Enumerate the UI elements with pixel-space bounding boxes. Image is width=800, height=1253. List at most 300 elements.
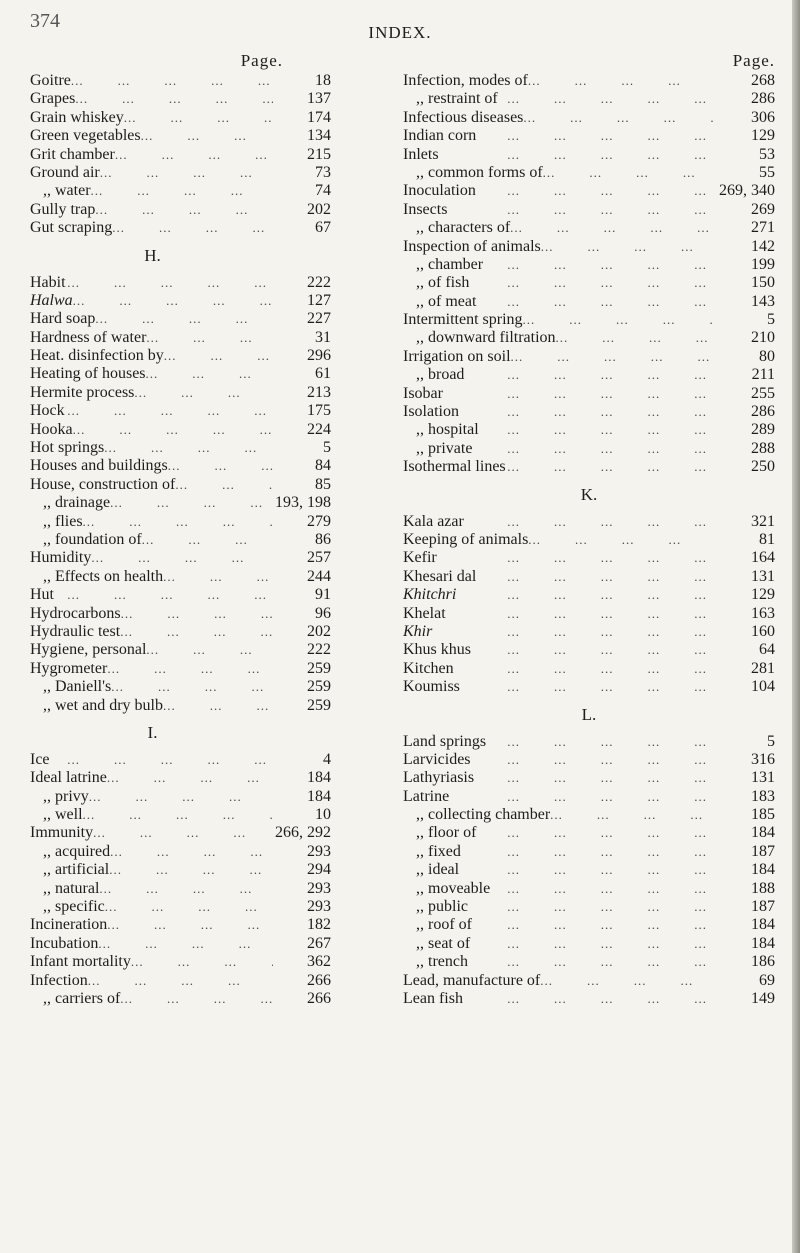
entry-page: 187 [751,842,775,860]
entry-page: 129 [751,127,775,145]
dot-leader [523,109,713,127]
index-entry [30,494,375,512]
index-entry [30,769,375,787]
entry-page: 104 [751,678,775,696]
entry-term: Insects [403,200,448,218]
entry-term: Kala azar [403,512,464,530]
dot-leader [115,146,273,164]
index-entry [30,310,375,328]
dot-leader [511,348,713,366]
dot-leader [528,531,713,549]
index-entry [30,146,375,164]
entry-page: 222 [307,641,331,659]
dot-leader [471,751,713,769]
index-entry [403,238,775,256]
index-entry [403,513,775,531]
entry-term: Hygiene, personal [30,641,147,659]
entry-page: 199 [751,255,775,273]
entry-page: 91 [315,586,331,604]
entry-term: Halwa [30,291,73,309]
index-entry [403,182,775,200]
entry-term: ,, acquired [43,842,111,860]
entry-term: ,, collecting chamber [416,806,551,824]
index-entry [403,935,775,953]
entry-page: 4 [323,750,331,768]
entry-page: 185 [751,806,775,824]
dot-leader [471,641,713,659]
entry-page: 5 [767,311,775,329]
dot-leader [463,990,713,1008]
index-entry [30,660,375,678]
dot-leader [89,788,273,806]
index-entry [403,164,775,182]
entry-term: Grapes [30,90,76,108]
dot-leader [107,769,273,787]
dot-leader [146,365,273,383]
index-entry [30,898,375,916]
index-entry [403,146,775,164]
dot-leader [83,806,273,824]
index-entry [30,531,375,549]
dot-leader [506,458,713,476]
dot-leader [54,586,273,604]
entry-term: Isobar [403,384,443,402]
entry-term: Khesari dal [403,567,477,585]
entry-term: Inspection of animals [403,237,541,255]
index-entry [30,72,375,90]
index-entry [403,861,775,879]
entry-term: ,, drainage [43,494,111,512]
entry-term: Infection [30,971,88,989]
index-entry [30,219,375,237]
entry-page: 259 [307,696,331,714]
dot-leader [73,421,273,439]
index-entry [403,751,775,769]
entry-term: Koumiss [403,678,460,696]
entry-page: 259 [307,659,331,677]
dot-leader [71,72,273,90]
index-entry [30,201,375,219]
index-entry [403,440,775,458]
dot-leader [163,697,273,715]
entry-page: 289 [751,421,775,439]
dot-leader [556,329,713,347]
index-entry [403,916,775,934]
entry-term: Latrine [403,787,450,805]
dot-leader [120,623,273,641]
index-entry [403,623,775,641]
entry-page: 266, 292 [275,824,331,842]
index-entry [403,898,775,916]
section-letter: L. [581,704,597,724]
entry-term: Inoculation [403,182,476,200]
entry-page: 53 [759,145,775,163]
entry-page: 184 [751,934,775,952]
page-number: 374 [30,10,60,32]
entry-page: 279 [307,512,331,530]
index-entry [30,292,375,310]
dot-leader [432,623,713,641]
entry-page: 69 [759,971,775,989]
dot-leader [454,660,713,678]
dot-leader [474,769,713,787]
index-entry [30,274,375,292]
index-entry [30,549,375,567]
entry-page: 269 [751,200,775,218]
entry-page: 210 [751,329,775,347]
dot-leader [91,182,273,200]
index-entry [30,329,375,347]
dot-leader [95,201,273,219]
index-entry [30,806,375,824]
dot-leader [460,678,713,696]
entry-term: ,, characters of [416,219,511,237]
entry-term: ,, restraint of [416,90,498,108]
dot-leader [100,164,273,182]
entry-page: 86 [315,530,331,548]
entry-term: Humidity [30,549,92,567]
dot-leader [66,274,273,292]
entry-page: 163 [751,604,775,622]
dot-leader [112,219,273,237]
page-edge [792,0,800,1253]
index-entry [403,990,775,1008]
entry-page: 84 [315,457,331,475]
entry-page: 67 [315,219,331,237]
entry-page: 294 [307,861,331,879]
entry-term: ,, hospital [416,421,479,439]
entry-page: 55 [759,163,775,181]
index-entry [403,568,775,586]
index-entries [30,72,375,1008]
entry-page: 211 [751,366,775,384]
entry-term: ,, of fish [416,274,470,292]
entry-term: ,, privy [43,787,89,805]
entry-page: 127 [307,291,331,309]
index-entries [403,72,775,1008]
index-entry [30,623,375,641]
entry-term: ,, Effects on health [43,567,164,585]
index-entry [30,402,375,420]
entry-term: Hot springs [30,439,105,457]
entry-term: Lean fish [403,989,463,1007]
index-entry [403,90,775,108]
entry-page: 164 [751,549,775,567]
entry-page: 222 [307,273,331,291]
entry-page: 271 [751,219,775,237]
dot-leader [124,109,273,127]
dot-leader [486,733,713,751]
index-entry [403,329,775,347]
dot-leader [73,292,273,310]
entry-page: 73 [315,163,331,181]
entry-term: ,, foundation of [43,530,142,548]
index-entry [403,843,775,861]
dot-leader [120,990,273,1008]
dot-leader [131,953,273,971]
entry-term: ,, wet and dry bulb [43,696,163,714]
entry-page: 259 [307,678,331,696]
index-entry [403,531,775,549]
entry-term: Habit [30,273,66,291]
index-entry [30,384,375,402]
entry-page: 18 [315,72,331,89]
index-entry [30,697,375,715]
dot-leader [91,549,273,567]
entry-page: 187 [751,898,775,916]
index-entry [30,182,375,200]
index-entry [403,421,775,439]
entry-term: ,, seat of [416,934,471,952]
entry-term: Land springs [403,732,487,750]
entry-term: ,, broad [416,366,465,384]
entry-page: 61 [315,365,331,383]
entry-term: Indian corn [403,127,477,145]
entry-page: 293 [307,842,331,860]
dot-leader [476,568,713,586]
entry-page: 202 [307,622,331,640]
entry-page: 184 [307,769,331,787]
entry-page: 96 [315,604,331,622]
entry-page: 131 [751,567,775,585]
dot-leader [105,898,273,916]
index-entry [403,219,775,237]
index-entry [403,348,775,366]
index-entry [403,72,775,90]
index-column-right [403,50,775,1008]
entry-term: Khir [403,622,433,640]
dot-leader [439,146,713,164]
index-entry [30,90,375,108]
dot-leader [468,898,713,916]
dot-leader [163,568,273,586]
index-entry [30,586,375,604]
entry-term: Infection, modes of [403,72,528,89]
entry-page: 288 [751,439,775,457]
dot-leader [483,256,713,274]
entry-page: 186 [751,953,775,971]
entry-term: Gut scraping [30,219,113,237]
entry-page: 202 [307,200,331,218]
dot-leader [472,440,713,458]
index-entry [403,972,775,990]
index-entry [403,403,775,421]
entry-page: 286 [751,90,775,108]
entry-term: ,, water [43,182,91,200]
index-entry [30,824,375,842]
dot-leader [142,531,273,549]
entry-term: Hermite process [30,383,135,401]
dot-leader [437,549,713,567]
entry-term: ,, downward filtration [416,329,556,347]
index-entry [403,201,775,219]
entry-page: 10 [315,806,331,824]
entry-term: ,, specific [43,898,105,916]
entry-term: ,, ideal [416,861,460,879]
entry-page: 362 [307,953,331,971]
entry-term: ,, artificial [43,861,110,879]
entry-term: Ideal latrine [30,769,107,787]
index-entry [403,880,775,898]
entry-term: Lathyriasis [403,769,475,787]
index-entry [30,641,375,659]
entry-page: 215 [307,145,331,163]
dot-leader [75,90,273,108]
entry-page: 184 [751,916,775,934]
index-entry [403,293,775,311]
entry-term: Green vegetables [30,127,141,145]
dot-leader [469,274,713,292]
entry-page: 267 [307,934,331,952]
index-entry [403,274,775,292]
index-entry [403,586,775,604]
entry-term: Hooka [30,420,73,438]
entry-page: 5 [323,439,331,457]
entry-term: Heating of houses [30,365,146,383]
index-entry [30,109,375,127]
entry-page: 175 [307,402,331,420]
entry-page: 183 [751,787,775,805]
dot-leader [490,880,713,898]
entry-term: House, construction of [30,475,176,493]
dot-leader [65,402,273,420]
dot-leader [146,641,273,659]
dot-leader [498,90,713,108]
entry-term: ,, trench [416,953,468,971]
dot-leader [449,788,713,806]
index-entry [30,439,375,457]
entry-term: ,, public [416,898,468,916]
dot-leader [456,586,713,604]
entry-page: 131 [751,769,775,787]
index-entry [403,127,775,145]
dot-leader [95,310,273,328]
index-entry [403,806,775,824]
dot-leader [540,972,713,990]
entry-term: Hygrometer [30,659,108,677]
entry-page: 134 [307,127,331,145]
entry-page: 257 [307,549,331,567]
entry-term: Kefir [403,549,437,567]
dot-leader [164,347,273,365]
entry-page: 85 [315,475,331,493]
entry-term: ,, chamber [416,255,484,273]
entry-page: 255 [751,384,775,402]
index-entry [30,457,375,475]
entry-page: 142 [751,237,775,255]
index-entry [30,164,375,182]
entry-term: Ice [30,750,50,768]
dot-leader [464,366,713,384]
dot-leader [88,972,273,990]
entry-term: Khelat [403,604,446,622]
dot-leader [464,513,713,531]
index-entry [30,127,375,145]
index-entry [30,476,375,494]
dot-leader [83,513,273,531]
dot-leader [447,201,713,219]
dot-leader [109,861,273,879]
dot-leader [459,861,713,879]
index-entry [30,972,375,990]
index-entry [30,421,375,439]
entry-term: Hut [30,586,54,604]
entry-term: ,, floor of [416,824,477,842]
dot-leader [476,182,713,200]
dot-leader [472,916,713,934]
entry-page: 316 [751,750,775,768]
index-entry [403,109,775,127]
index-entry [403,769,775,787]
index-entry [403,366,775,384]
entry-page: 150 [751,274,775,292]
index-entry [30,843,375,861]
index-entry [30,916,375,934]
entry-page: 281 [751,659,775,677]
entry-page: 129 [751,586,775,604]
entry-page: 188 [751,879,775,897]
entry-term: ,, moveable [416,879,491,897]
entry-page: 227 [307,310,331,328]
index-entry [30,861,375,879]
entry-term: ,, roof of [416,916,472,934]
entry-term: ,, natural [43,879,100,897]
entry-term: ,, carriers of [43,989,121,1007]
entry-term: Gully trap [30,200,96,218]
dot-leader [541,238,713,256]
dot-leader [479,421,713,439]
entry-page: 266 [307,971,331,989]
dot-leader [550,806,713,824]
entry-page: 321 [751,512,775,530]
index-entry [30,953,375,971]
entry-term: Houses and buildings [30,457,168,475]
dot-leader [510,219,713,237]
entry-term: ,, common forms of [416,163,543,181]
entry-term: Infant mortality [30,953,131,971]
index-entry [403,605,775,623]
entry-term: ,, fixed [416,842,461,860]
dot-leader [175,476,273,494]
index-entry [403,733,775,751]
dot-leader [443,385,713,403]
entry-term: Isolation [403,403,459,421]
entry-page: 31 [315,328,331,346]
entry-page: 286 [751,403,775,421]
entry-term: Infectious diseases [403,108,524,126]
index-entry [30,568,375,586]
index-entry [403,311,775,329]
entry-term: Heat. disinfection by [30,347,164,365]
index-entry [403,678,775,696]
entry-term: Ground air [30,163,100,181]
dot-leader [476,293,713,311]
entry-term: ,, of meat [416,292,477,310]
entry-page: 293 [307,898,331,916]
index-entry [30,678,375,696]
entry-page: 143 [751,292,775,310]
entry-page: 182 [307,916,331,934]
entry-page: 160 [751,622,775,640]
index-entry [403,660,775,678]
entry-term: Inlets [403,145,439,163]
index-entry [403,953,775,971]
index-entry [30,788,375,806]
dot-leader [111,678,273,696]
index-entry [403,824,775,842]
dot-leader [523,311,713,329]
dot-leader [146,329,273,347]
